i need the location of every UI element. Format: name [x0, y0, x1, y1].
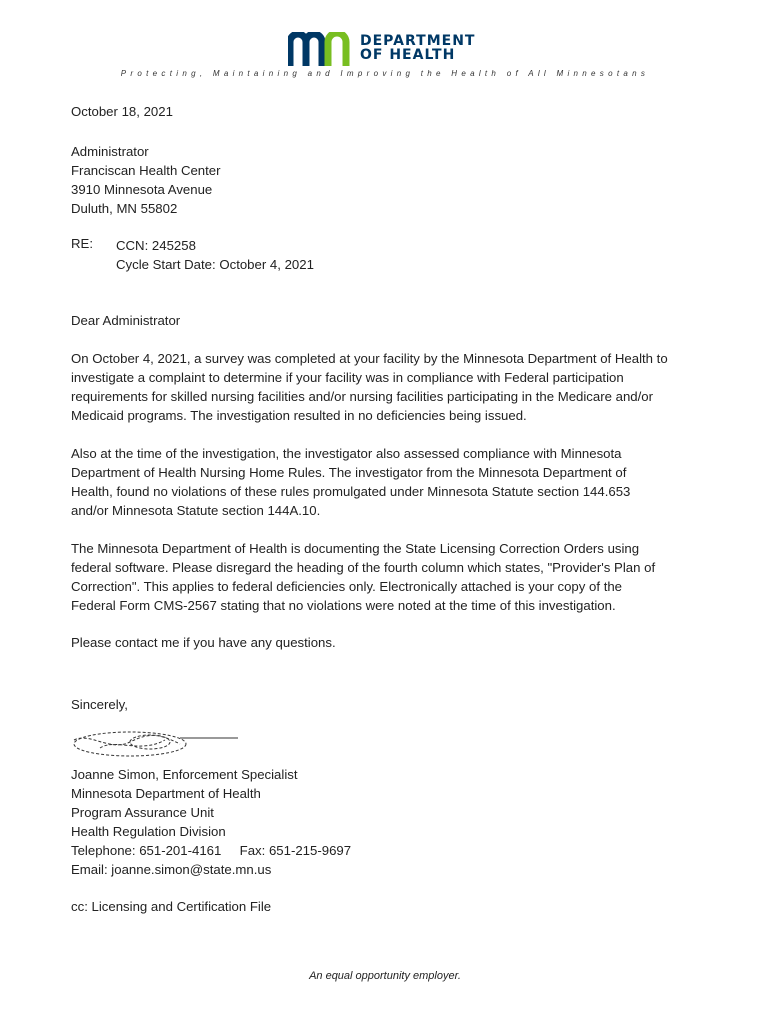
signer-phone-fax: Telephone: 651-201-4161 Fax: 651-215-9697 — [71, 843, 352, 858]
body-paragraph-2 — [71, 444, 711, 520]
signature-block — [71, 765, 711, 879]
signer-division: Health Regulation Division — [71, 824, 226, 839]
re-line-ccn: CCN: 245258 — [116, 238, 196, 253]
paragraph-line: requirements for skilled nursing facilities and/or nursing facilities participating in the Medicare and/or — [71, 389, 654, 404]
body-paragraph-1 — [71, 349, 711, 425]
paragraph-line: investigate a complaint to determine if your facility was in compliance with Federal participation — [71, 370, 624, 385]
body-paragraph-3 — [71, 539, 711, 615]
footer-text: An equal opportunity employer. — [309, 970, 461, 982]
closing: Sincerely, — [71, 697, 128, 712]
signer-org: Minnesota Department of Health — [71, 786, 261, 801]
cc-line: cc: Licensing and Certification File — [71, 899, 272, 914]
paragraph-line: Also at the time of the investigation, the investigator also assessed compliance with Minnesota — [71, 446, 622, 461]
address-line: 3910 Minnesota Avenue — [71, 182, 213, 197]
paragraph-line: federal software. Please disregard the heading of the fourth column which states, "Provider's Plan of — [71, 560, 656, 575]
handwritten-signature — [70, 728, 245, 765]
recipient-address — [71, 142, 711, 218]
paragraph-line: The Minnesota Department of Health is documenting the State Licensing Correction Orders using — [71, 541, 640, 556]
paragraph-line: Medicaid programs. The investigation resulted in no deficiencies being issued. — [71, 408, 527, 423]
paragraph-line: Correction". This applies to federal deficiencies only. Electronically attached is your copy of the — [71, 579, 623, 594]
tagline: Protecting, Maintaining and Improving the Health of All Minnesotans — [120, 69, 650, 78]
re-line-cycle: Cycle Start Date: October 4, 2021 — [116, 257, 314, 272]
paragraph-line: and/or Minnesota Statute section 144A.10. — [71, 503, 321, 518]
salutation: Dear Administrator — [71, 313, 181, 328]
logo-line-2: OF HEALTH — [360, 47, 456, 63]
signer-email: Email: joanne.simon@state.mn.us — [71, 862, 272, 877]
logo-wordmark — [360, 34, 475, 62]
re-label: RE: — [71, 236, 93, 251]
paragraph-line: Please contact me if you have any questions. — [71, 635, 336, 650]
letter-date: October 18, 2021 — [71, 104, 173, 119]
mdh-logo — [288, 32, 488, 70]
re-details — [116, 236, 314, 274]
body-paragraph-4 — [71, 633, 711, 652]
paragraph-line: Federal Form CMS-2567 stating that no violations were noted at the time of this investigation. — [71, 598, 616, 613]
paragraph-line: Health, found no violations of these rules promulgated under Minnesota Statute section 144.653 — [71, 484, 631, 499]
logo-line-1: DEPARTMENT — [360, 33, 476, 49]
mn-logo-mark — [288, 32, 354, 66]
address-line: Administrator — [71, 144, 149, 159]
paragraph-line: Department of Health Nursing Home Rules. The investigator from the Minnesota Department of — [71, 465, 627, 480]
address-line: Franciscan Health Center — [71, 163, 221, 178]
signer-unit: Program Assurance Unit — [71, 805, 214, 820]
address-line: Duluth, MN 55802 — [71, 201, 178, 216]
signer-name: Joanne Simon, Enforcement Specialist — [71, 767, 298, 782]
paragraph-line: On October 4, 2021, a survey was completed at your facility by the Minnesota Department of Health to — [71, 351, 668, 366]
